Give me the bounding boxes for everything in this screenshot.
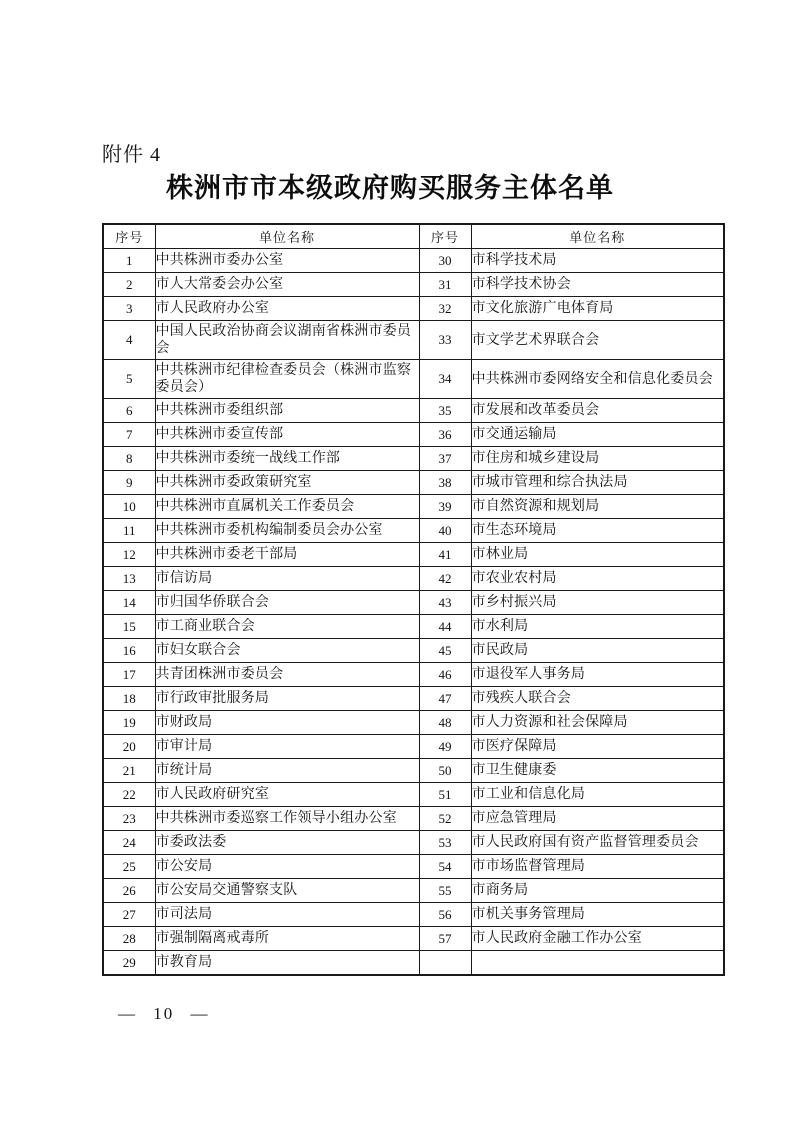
- table-row: [103, 687, 724, 711]
- unit-name-cell: 中共株洲市委政策研究室: [155, 471, 419, 495]
- table-row: [103, 567, 724, 591]
- unit-name-cell: 市乡村振兴局: [471, 591, 724, 615]
- unit-name-cell: 中共株洲市委机构编制委员会办公室: [155, 519, 419, 543]
- serial-cell: 53: [419, 831, 471, 855]
- serial-cell: 29: [103, 951, 155, 976]
- serial-cell: 10: [103, 495, 155, 519]
- serial-cell: 12: [103, 543, 155, 567]
- unit-name-cell: 市妇女联合会: [155, 639, 419, 663]
- unit-name-cell: 市自然资源和规划局: [471, 495, 724, 519]
- unit-name-cell: 市交通运输局: [471, 423, 724, 447]
- serial-cell: 16: [103, 639, 155, 663]
- serial-cell: 27: [103, 903, 155, 927]
- table-row: [103, 855, 724, 879]
- header-serial-right: 序号: [419, 224, 471, 249]
- unit-name-cell: 市住房和城乡建设局: [471, 447, 724, 471]
- unit-name-cell: 市审计局: [155, 735, 419, 759]
- unit-name-cell: 市行政审批服务局: [155, 687, 419, 711]
- unit-name-cell: 市科学技术协会: [471, 273, 724, 297]
- serial-cell: 57: [419, 927, 471, 951]
- serial-cell: 22: [103, 783, 155, 807]
- unit-name-cell: 市退役军人事务局: [471, 663, 724, 687]
- unit-name-cell: 中国人民政治协商会议湖南省株洲市委员会: [155, 321, 419, 360]
- table-row: [103, 399, 724, 423]
- serial-cell: 42: [419, 567, 471, 591]
- unit-name-cell: 市机关事务管理局: [471, 903, 724, 927]
- unit-name-cell: 市工业和信息化局: [471, 783, 724, 807]
- serial-cell: 51: [419, 783, 471, 807]
- table-row: [103, 783, 724, 807]
- unit-name-cell: 中共株洲市纪律检查委员会（株洲市监察委员会）: [155, 360, 419, 399]
- header-unit-name-left: 单位名称: [155, 224, 419, 249]
- table-row: [103, 759, 724, 783]
- table-row: [103, 543, 724, 567]
- unit-name-cell: 中共株洲市委老干部局: [155, 543, 419, 567]
- unit-name-cell: 市工商业联合会: [155, 615, 419, 639]
- serial-cell: 2: [103, 273, 155, 297]
- serial-cell: 13: [103, 567, 155, 591]
- unit-name-cell: [471, 951, 724, 976]
- table-row: [103, 615, 724, 639]
- attachment-label: 附件 4: [102, 144, 161, 166]
- serial-cell: 33: [419, 321, 471, 360]
- entity-table: [102, 223, 725, 976]
- serial-cell: 48: [419, 711, 471, 735]
- unit-name-cell: 市残疾人联合会: [471, 687, 724, 711]
- unit-name-cell: 市林业局: [471, 543, 724, 567]
- unit-name-cell: 中共株洲市委宣传部: [155, 423, 419, 447]
- unit-name-cell: 市医疗保障局: [471, 735, 724, 759]
- serial-cell: 54: [419, 855, 471, 879]
- serial-cell: 31: [419, 273, 471, 297]
- unit-name-cell: 市水利局: [471, 615, 724, 639]
- serial-cell: 26: [103, 879, 155, 903]
- serial-cell: [419, 951, 471, 976]
- serial-cell: 6: [103, 399, 155, 423]
- unit-name-cell: 市商务局: [471, 879, 724, 903]
- serial-cell: 39: [419, 495, 471, 519]
- unit-name-cell: 市强制隔离戒毒所: [155, 927, 419, 951]
- unit-name-cell: 市统计局: [155, 759, 419, 783]
- unit-name-cell: 市教育局: [155, 951, 419, 976]
- unit-name-cell: 市信访局: [155, 567, 419, 591]
- serial-cell: 36: [419, 423, 471, 447]
- unit-name-cell: 市人民政府国有资产监督管理委员会: [471, 831, 724, 855]
- serial-cell: 11: [103, 519, 155, 543]
- unit-name-cell: 市委政法委: [155, 831, 419, 855]
- table-row: [103, 360, 724, 399]
- serial-cell: 37: [419, 447, 471, 471]
- unit-name-cell: 中共株洲市委办公室: [155, 249, 419, 273]
- table-row: [103, 927, 724, 951]
- header-unit-name-right: 单位名称: [471, 224, 724, 249]
- table-row: [103, 249, 724, 273]
- table-row: [103, 879, 724, 903]
- table-row: [103, 297, 724, 321]
- table-row: [103, 591, 724, 615]
- unit-name-cell: 市应急管理局: [471, 807, 724, 831]
- serial-cell: 45: [419, 639, 471, 663]
- serial-cell: 9: [103, 471, 155, 495]
- unit-name-cell: 市发展和改革委员会: [471, 399, 724, 423]
- table-row: [103, 423, 724, 447]
- unit-name-cell: 中共株洲市委统一战线工作部: [155, 447, 419, 471]
- serial-cell: 34: [419, 360, 471, 399]
- serial-cell: 20: [103, 735, 155, 759]
- table-row: [103, 273, 724, 297]
- serial-cell: 19: [103, 711, 155, 735]
- table-row: [103, 639, 724, 663]
- table-row: [103, 321, 724, 360]
- unit-name-cell: 市人民政府办公室: [155, 297, 419, 321]
- serial-cell: 50: [419, 759, 471, 783]
- serial-cell: 40: [419, 519, 471, 543]
- serial-cell: 41: [419, 543, 471, 567]
- table-row: [103, 495, 724, 519]
- serial-cell: 23: [103, 807, 155, 831]
- serial-cell: 5: [103, 360, 155, 399]
- unit-name-cell: 市生态环境局: [471, 519, 724, 543]
- unit-name-cell: 市人民政府研究室: [155, 783, 419, 807]
- serial-cell: 17: [103, 663, 155, 687]
- serial-cell: 18: [103, 687, 155, 711]
- table-row: [103, 903, 724, 927]
- serial-cell: 44: [419, 615, 471, 639]
- serial-cell: 8: [103, 447, 155, 471]
- unit-name-cell: 市文学艺术界联合会: [471, 321, 724, 360]
- serial-cell: 49: [419, 735, 471, 759]
- serial-cell: 24: [103, 831, 155, 855]
- table-row: [103, 471, 724, 495]
- unit-name-cell: 共青团株洲市委员会: [155, 663, 419, 687]
- unit-name-cell: 中共株洲市委巡察工作领导小组办公室: [155, 807, 419, 831]
- serial-cell: 38: [419, 471, 471, 495]
- serial-cell: 1: [103, 249, 155, 273]
- serial-cell: 14: [103, 591, 155, 615]
- unit-name-cell: 市科学技术局: [471, 249, 724, 273]
- unit-name-cell: 市人大常委会办公室: [155, 273, 419, 297]
- serial-cell: 47: [419, 687, 471, 711]
- table-row: [103, 951, 724, 976]
- table-header-row: [103, 224, 724, 249]
- unit-name-cell: 市公安局交通警察支队: [155, 879, 419, 903]
- unit-name-cell: 市人力资源和社会保障局: [471, 711, 724, 735]
- table-row: [103, 519, 724, 543]
- table-row: [103, 447, 724, 471]
- unit-name-cell: 市卫生健康委: [471, 759, 724, 783]
- serial-cell: 52: [419, 807, 471, 831]
- serial-cell: 7: [103, 423, 155, 447]
- unit-name-cell: 市财政局: [155, 711, 419, 735]
- table-row: [103, 831, 724, 855]
- serial-cell: 15: [103, 615, 155, 639]
- unit-name-cell: 市农业农村局: [471, 567, 724, 591]
- unit-name-cell: 中共株洲市委网络安全和信息化委员会: [471, 360, 724, 399]
- table-row: [103, 807, 724, 831]
- serial-cell: 55: [419, 879, 471, 903]
- unit-name-cell: 市人民政府金融工作办公室: [471, 927, 724, 951]
- serial-cell: 56: [419, 903, 471, 927]
- unit-name-cell: 市民政局: [471, 639, 724, 663]
- table-row: [103, 735, 724, 759]
- serial-cell: 35: [419, 399, 471, 423]
- page-number: — 10 —: [118, 1004, 210, 1023]
- serial-cell: 32: [419, 297, 471, 321]
- serial-cell: 25: [103, 855, 155, 879]
- unit-name-cell: 市归国华侨联合会: [155, 591, 419, 615]
- serial-cell: 21: [103, 759, 155, 783]
- unit-name-cell: 市公安局: [155, 855, 419, 879]
- serial-cell: 30: [419, 249, 471, 273]
- serial-cell: 28: [103, 927, 155, 951]
- unit-name-cell: 市司法局: [155, 903, 419, 927]
- unit-name-cell: 市文化旅游广电体育局: [471, 297, 724, 321]
- unit-name-cell: 市市场监督管理局: [471, 855, 724, 879]
- unit-name-cell: 中共株洲市直属机关工作委员会: [155, 495, 419, 519]
- serial-cell: 46: [419, 663, 471, 687]
- table-row: [103, 663, 724, 687]
- serial-cell: 4: [103, 321, 155, 360]
- serial-cell: 43: [419, 591, 471, 615]
- unit-name-cell: 中共株洲市委组织部: [155, 399, 419, 423]
- serial-cell: 3: [103, 297, 155, 321]
- unit-name-cell: 市城市管理和综合执法局: [471, 471, 724, 495]
- table-row: [103, 711, 724, 735]
- header-serial-left: 序号: [103, 224, 155, 249]
- page-title: 株洲市市本级政府购买服务主体名单: [166, 173, 614, 203]
